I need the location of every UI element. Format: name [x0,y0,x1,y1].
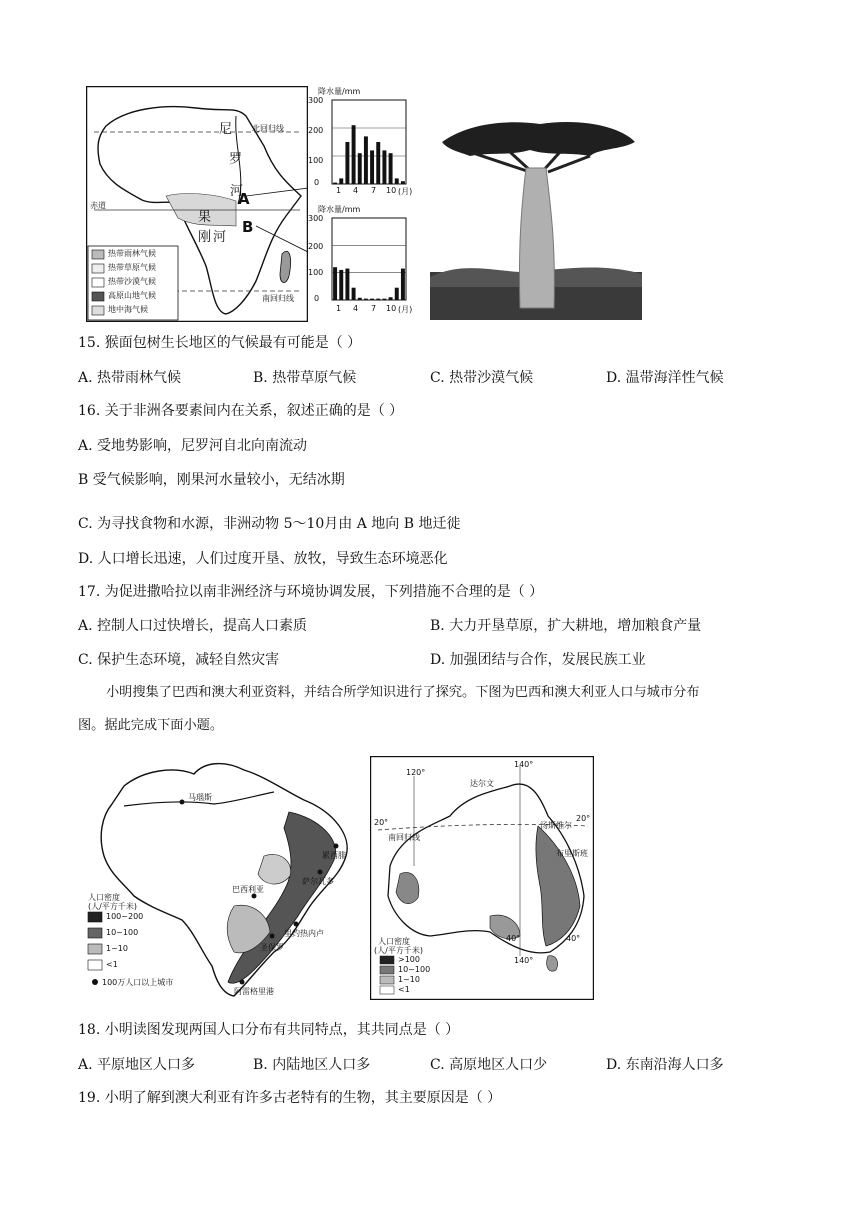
nile-label-3: 河 [230,184,244,199]
brazil-legend-item-2: 10~100 [106,928,139,937]
equator-label: 赤道 [90,201,106,210]
city-brisbane: 布里斯班 [556,849,588,858]
brazil-legend-item-1: 100~200 [106,912,144,921]
q15-option-b[interactable]: B. 热带草原气候 [253,370,357,386]
q17-option-d[interactable]: D. 加强团结与合作，发展民族工业 [430,652,646,668]
chart-a-bar-month-10 [389,153,393,184]
chart-b-bar-month-10 [389,297,393,300]
baobab-tree-image [430,112,642,320]
point-b-label: B [242,218,254,236]
chart-b-bar-month-1 [333,267,337,300]
chart-b-bar-month-12 [401,269,405,300]
q15-option-c[interactable]: C. 热带沙漠气候 [430,370,534,386]
brazil-legend-item-3: 1~10 [106,944,128,953]
australia-legend-title-1: 人口密度 [378,937,410,946]
chart-a-bar-month-1 [333,183,337,184]
city-manaus: 马瑙斯 [188,793,212,802]
q18-option-c[interactable]: C. 高原地区人口少 [430,1057,548,1073]
rainfall-chart-a [306,86,416,198]
chart-a-bar-month-2 [339,178,343,184]
chart-b-xtick-1: 1 [336,304,342,313]
legend-item-mediterranean: 地中海气候 [108,305,148,314]
chart-b-bar-month-2 [339,270,343,300]
chart-b-bar-month-11 [395,288,399,300]
meridian-140-top: 140° [514,760,534,769]
chart-b-bar-month-5 [358,298,362,300]
brazil-population-map [84,756,360,1000]
chart-a-bar-month-5 [358,153,362,184]
city-saopaulo: 圣保罗 [260,943,284,952]
tropic-north-label: 北回归线 [252,124,284,133]
australia-legend-item-3: 1~10 [398,975,420,984]
chart-a-ylabel: 降水量/mm [318,87,361,96]
chart-a-xtick-7: 7 [371,186,377,195]
meridian-140-bottom: 140° [514,956,534,965]
brazil-legend-item-4: <1 [106,960,118,969]
chart-b-xtick-4: 4 [353,304,359,313]
tropic-south-label: 南回归线 [262,294,294,303]
chart-b-ytick-100: 100 [308,268,324,277]
australia-population-map [370,756,594,1000]
chart-a-bar-month-7 [370,150,374,184]
q15-option-a[interactable]: A. 热带雨林气候 [78,370,182,386]
rainfall-chart-b [306,204,416,320]
parallel-20-right: 20° [576,814,591,823]
meridian-120: 120° [406,768,426,777]
q17-option-a[interactable]: A. 控制人口过快增长，提高人口素质 [78,618,308,634]
legend-item-desert: 热带沙漠气候 [108,277,156,286]
legend-item-highland: 高原山地气候 [108,291,156,300]
chart-b-xtick-month: (月) [398,305,413,314]
chart-a-bar-month-12 [401,181,405,184]
city-townsville: 汤斯维尔 [540,821,572,830]
brazil-legend-title-1: 人口密度 [88,893,120,902]
africa-map [86,86,308,322]
chart-a-bar-month-3 [345,142,349,184]
nile-label-1: 尼 [219,122,233,137]
q18-option-d[interactable]: D. 东南沿海人口多 [606,1057,724,1073]
city-salvador: 萨尔瓦多 [302,877,334,886]
question-18-stem: 18. 小明读图发现两国人口分布有共同特点，其共同点是（ ） [78,1022,460,1038]
q15-option-d[interactable]: D. 温带海洋性气候 [606,370,724,386]
congo-label-1: 果 [198,210,212,225]
chart-b-xtick-7: 7 [371,304,377,313]
q17-option-b[interactable]: B. 大力开垦草原，扩大耕地，增加粮食产量 [430,618,702,634]
question-19-stem: 19. 小明了解到澳大利亚有许多古老特有的生物，其主要原因是（ ） [78,1090,502,1106]
chart-a-bar-month-11 [395,178,399,184]
chart-a-xtick-4: 4 [353,186,359,195]
chart-a-bar-month-6 [364,136,368,184]
q16-option-d[interactable]: D. 人口增长迅速，人们过度开垦、放牧，导致生态环境恶化 [78,551,448,567]
city-recife: 累西腓 [322,851,346,860]
congo-label-3: 河 [213,230,227,245]
parallel-40-left: 40° [506,934,521,943]
chart-a-xtick-10: 10 [386,186,397,195]
chart-a-bar-month-9 [382,150,386,184]
chart-a-bar-month-8 [376,142,380,184]
point-a-label: A [238,190,250,208]
chart-b-ytick-300: 300 [308,214,324,223]
chart-a-ytick-200: 200 [308,126,324,135]
chart-b-ytick-0: 0 [314,294,320,303]
australia-legend-item-1: >100 [398,955,420,964]
q16-option-c[interactable]: C. 为寻找食物和水源，非洲动物 5～10月由 A 地向 B 地迁徙 [78,516,461,532]
city-brasilia: 巴西利亚 [232,885,264,894]
q16-option-b[interactable]: B 受气候影响，刚果河水量较小，无结冰期 [78,472,345,488]
australia-legend-item-4: <1 [398,985,410,994]
chart-a-xtick-1: 1 [336,186,342,195]
city-portoalegre: 阿雷格里港 [234,987,274,996]
nile-label-2: 罗 [229,152,243,167]
legend-item-rainforest: 热带雨林气候 [108,249,156,258]
baobab-tree-photo [430,112,642,320]
question-15-stem: 15. 猴面包树生长地区的气候最有可能是（ ） [78,335,362,351]
congo-label-2: 刚 [198,230,212,245]
tropic-capricorn-label: 南回归线 [388,833,420,842]
chart-b-ylabel: 降水量/mm [318,205,361,214]
q16-option-a[interactable]: A. 受地势影响，尼罗河自北向南流动 [78,438,308,454]
chart-b-xtick-10: 10 [386,304,397,313]
intro-line-2: 图。据此完成下面小题。 [78,718,224,733]
parallel-40-right: 40° [566,934,581,943]
q18-option-a[interactable]: A. 平原地区人口多 [78,1057,196,1073]
parallel-20-left: 20° [374,818,389,827]
chart-a-ytick-100: 100 [308,156,324,165]
chart-b-bar-month-7 [370,299,374,300]
chart-a-xtick-month: (月) [398,187,413,196]
q17-option-c[interactable]: C. 保护生态环境，减轻自然灾害 [78,652,280,668]
brazil-legend-city: 100万人口以上城市 [102,978,174,987]
chart-b-ytick-200: 200 [308,242,324,251]
brazil-legend-title-2: (人/平方千米) [88,902,137,911]
question-16-stem: 16. 关于非洲各要素间内在关系，叙述正确的是（ ） [78,403,404,419]
australia-legend-title-2: (人/平方千米) [374,946,423,955]
city-rio: 里约热内卢 [284,929,324,938]
chart-b-bar-month-3 [345,269,349,300]
chart-b-bar-month-4 [352,288,356,300]
intro-line-1: 小明搜集了巴西和澳大利亚资料，并结合所学知识进行了探究。下图为巴西和澳大利亚人口与城市分布 [106,685,700,700]
chart-a-ytick-300: 300 [308,96,324,105]
chart-a-plot-frame [332,100,406,184]
chart-a-bar-month-4 [352,125,356,184]
city-darwin: 达尔文 [470,779,494,788]
australia-legend-item-2: 10~100 [398,965,431,974]
chart-a-ytick-0: 0 [314,178,320,187]
chart-b-bar-month-8 [376,299,380,300]
q18-option-b[interactable]: B. 内陆地区人口多 [253,1057,371,1073]
legend-item-savanna: 热带草原气候 [108,263,156,272]
question-17-stem: 17. 为促进撒哈拉以南非洲经济与环境协调发展，下列措施不合理的是（ ） [78,584,544,600]
chart-b-bar-month-6 [364,299,368,300]
chart-b-bar-month-9 [382,299,386,300]
